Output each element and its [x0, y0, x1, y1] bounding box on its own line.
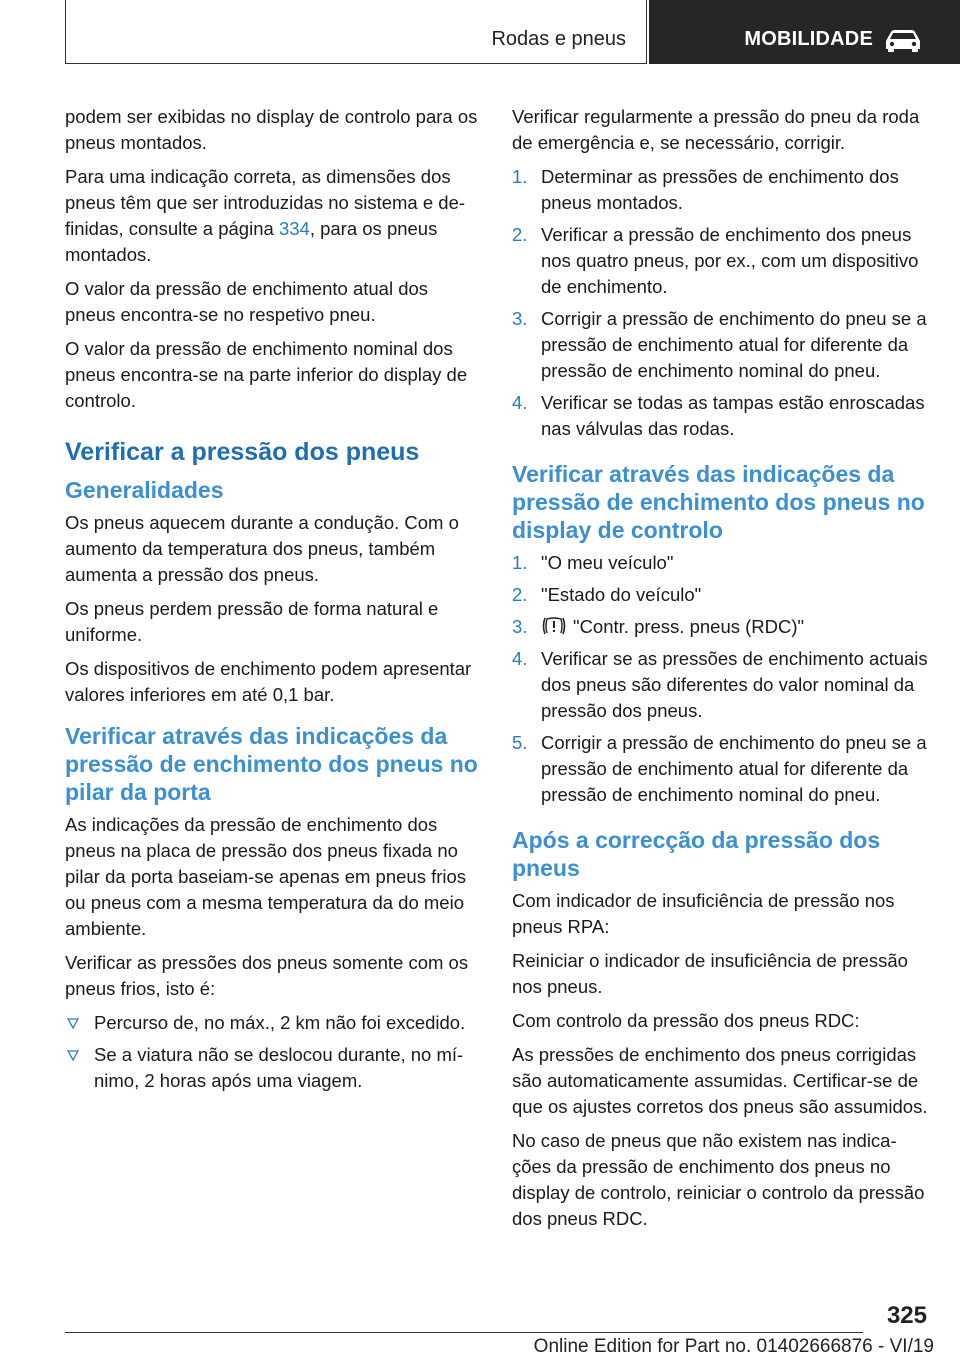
chapter-title: MOBILIDADE: [744, 28, 873, 50]
step-number: 2.: [512, 224, 528, 245]
step-number: 4.: [512, 648, 528, 669]
left-column: [65, 104, 479, 1102]
step-text: Corrigir a pressão de enchimento do pneu se a pressão de enchimento atual for diferente da pressão de enchimento nominal do pneu.: [541, 732, 927, 805]
step-text: "O meu veículo": [541, 552, 674, 573]
list-item: [65, 1042, 479, 1094]
page-number: 325: [886, 1302, 927, 1329]
page-reference-link[interactable]: 334: [278, 218, 310, 239]
step-text: Verificar se todas as tampas estão enroscadas nas válvulas das rodas.: [541, 392, 925, 439]
step-text: "Contr. press. pneus (RDC)": [573, 616, 805, 637]
paragraph: O valor da pressão de enchimento atual dos pneus encontra-se no respetivo pneu.: [65, 278, 429, 325]
paragraph: Os pneus aquecem durante a condução. Com o aumento da temperatura dos pneus, também aumenta a pressão dos pneus.: [65, 512, 459, 585]
paragraph: Reiniciar o indicador de insuficiência de pressão nos pneus.: [512, 950, 908, 997]
step-number: 5.: [512, 732, 528, 753]
step-item: [512, 164, 928, 216]
step-text: "Estado do veículo": [541, 584, 702, 605]
step-item: [512, 730, 928, 808]
step-number: 4.: [512, 392, 528, 413]
paragraph: Com controlo da pressão dos pneus RDC:: [512, 1010, 860, 1031]
step-list: [512, 550, 928, 808]
tire-pressure-warning-icon: [541, 616, 567, 636]
paragraph: O valor da pressão de enchimento nominal dos pneus encontra-se na parte inferior do display de controlo.: [65, 338, 468, 411]
bullet-list: [65, 1010, 479, 1094]
step-item: [512, 222, 928, 300]
paragraph-text: , para os pneus montados.: [65, 218, 438, 265]
paragraph: Os dispositivos de enchimento podem apresentar valores inferiores em até 0,1 bar.: [65, 658, 472, 705]
step-number: 1.: [512, 552, 528, 573]
paragraph: [65, 164, 479, 268]
car-icon: [883, 27, 923, 53]
paragraph: Verificar as pressões dos pneus somente com os pneus frios, isto é:: [65, 952, 469, 999]
step-item: [512, 646, 928, 724]
subsection-heading: Verificar através das indicações da pressão de enchimento dos pneus no pilar da porta: [65, 723, 478, 805]
paragraph: Os pneus perdem pressão de forma natural e uniforme.: [65, 598, 439, 645]
paragraph: Verificar regularmente a pressão do pneu da roda de emergência e, se necessário, corrigir.: [512, 106, 920, 153]
chapter-tab: [649, 0, 960, 64]
section-heading: Verificar a pressão dos pneus: [65, 438, 420, 466]
subsection-heading: Após a correcção da pressão dos pneus: [512, 827, 881, 881]
step-item: [512, 550, 928, 576]
paragraph: Com indicador de insuficiência de pressão nos pneus RPA:: [512, 890, 895, 937]
paragraph: podem ser exibidas no display de controlo para os pneus montados.: [65, 106, 478, 153]
list-item-text: Percurso de, no máx., 2 km não foi excedido.: [94, 1012, 466, 1033]
section-title: Rodas e pneus: [491, 28, 626, 50]
subsection-heading: Verificar através das indicações da pressão de enchimento dos pneus no display de controlo: [512, 461, 925, 543]
step-item: [512, 614, 928, 640]
paragraph: No caso de pneus que não existem nas indicações da pressão de enchimento dos pneus no display de controlo, reiniciar o controlo da pressão dos pneus RDC.: [512, 1130, 925, 1229]
paragraph-text: Para uma indicação correta, as dimensões dos pneus têm que ser introduzidas no sistema e definidas, consulte a página: [65, 166, 466, 239]
edition-footer: Online Edition for Part no. 01402666876 - VI/19: [533, 1336, 934, 1357]
step-number: 1.: [512, 166, 528, 187]
footer-divider: [65, 1332, 863, 1333]
triangle-bullet-icon: [67, 1050, 79, 1061]
step-item: [512, 390, 928, 442]
triangle-bullet-icon: [67, 1018, 79, 1029]
paragraph: As indicações da pressão de enchimento dos pneus na placa de pressão dos pneus fixada no pilar da porta baseiam-se apenas em pneus frios ou pneus com a mesma temperatura da do meio ambiente.: [65, 814, 467, 939]
step-number: 2.: [512, 584, 528, 605]
subsection-heading: Generalidades: [65, 477, 224, 503]
step-number: 3.: [512, 616, 528, 637]
step-text: Corrigir a pressão de enchimento do pneu se a pressão de enchimento atual for diferente da pressão de enchimento nominal do pneu.: [541, 308, 927, 381]
step-number: 3.: [512, 308, 528, 329]
step-text: Verificar se as pressões de enchimento actuais dos pneus são diferentes do valor nominal da pressão dos pneus.: [541, 648, 928, 721]
step-list: [512, 164, 928, 442]
list-item-text: Se a viatura não se deslocou durante, no mínimo, 2 horas após uma viagem.: [94, 1044, 464, 1091]
step-text: Verificar a pressão de enchimento dos pneus nos quatro pneus, por ex., com um dispositivo de enchimento.: [541, 224, 919, 297]
step-text: Determinar as pressões de enchimento dos pneus montados.: [541, 166, 899, 213]
paragraph: As pressões de enchimento dos pneus corrigidas são automaticamente assumidas. Certificar-se de que os ajustes corretos dos pneus são assumidos.: [512, 1044, 928, 1117]
step-item: [512, 306, 928, 384]
step-item: [512, 582, 928, 608]
right-column: [512, 104, 928, 1240]
list-item: [65, 1010, 479, 1036]
